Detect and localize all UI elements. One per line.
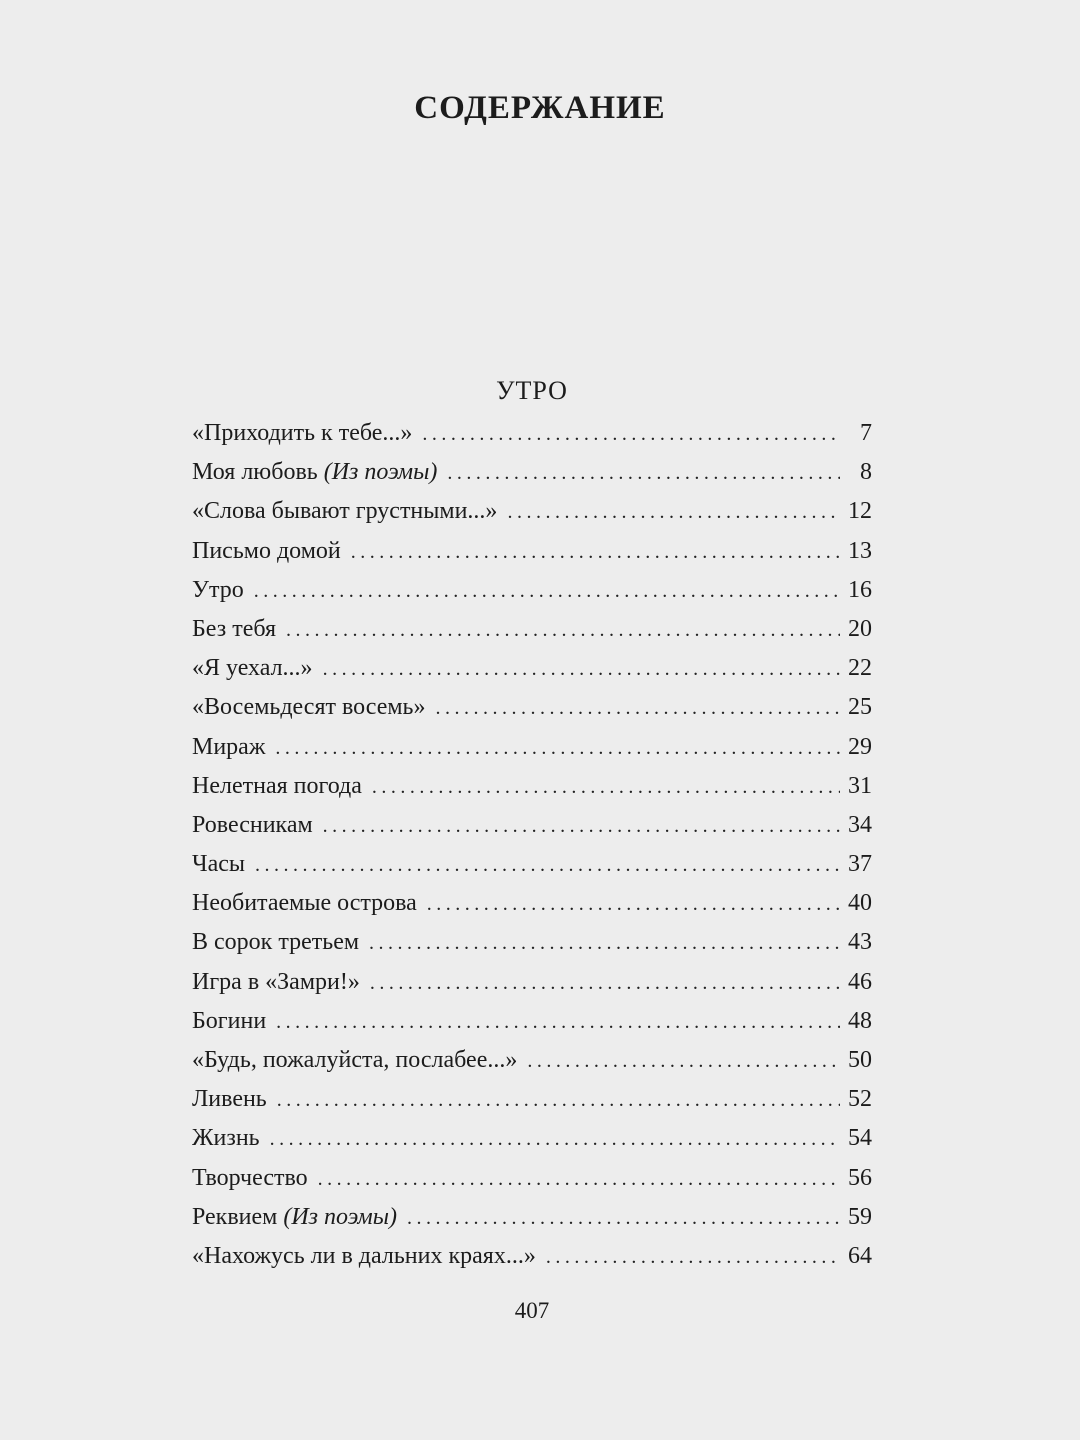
dot-leader [427,885,840,924]
toc-entry [192,610,872,649]
toc-entry-page: 43 [848,929,872,956]
dot-leader [370,964,840,1003]
toc-entry-page: 40 [848,890,872,917]
toc-entry [192,688,872,727]
toc-entry [192,1119,872,1158]
toc-entry [192,649,872,688]
page-title: СОДЕРЖАНИЕ [414,90,666,126]
toc-entry-title: Богини [192,1007,267,1034]
toc-entry-page: 7 [860,420,872,446]
toc-entry-page: 8 [860,459,872,486]
toc-entry [192,571,872,610]
page-number: 407 [514,1298,550,1323]
dot-leader [255,846,840,885]
toc-entry-page: 13 [848,537,872,564]
dot-leader [323,807,840,846]
toc-entry [192,884,872,923]
toc-entry-page: 52 [848,1086,872,1113]
toc-entry-title: Ливень [192,1086,267,1113]
toc-entry-page: 59 [848,1203,872,1230]
dot-leader [276,1003,840,1042]
toc-entry-title: «Восемьдесят восемь» [192,694,426,721]
toc-entry-page: 64 [848,1242,872,1269]
toc-entry [192,1002,872,1041]
toc-entry [192,767,872,806]
dot-leader [422,415,840,454]
toc-entry-page: 48 [848,1007,872,1034]
toc-entry-title: Часы [192,851,246,878]
toc-entry-title: Моя любовь (Из поэмы) [192,459,438,486]
toc-entry [192,923,872,962]
toc-entry-title: Игра в «Замри!» [192,968,360,995]
toc-entry [192,1041,872,1080]
toc-entry-title: Нелетная погода [192,772,362,799]
toc-entry-page: 31 [848,772,872,799]
dot-leader [254,572,840,611]
dot-leader [275,729,840,768]
toc-entry-title: «Будь, пожалуйста, послабее...» [192,1047,518,1073]
table-of-contents [192,414,872,1276]
toc-entry-title: «Приходить к тебе...» [192,420,413,446]
toc-entry-page: 50 [848,1047,872,1073]
dot-leader [447,454,840,493]
dot-leader [369,924,840,963]
toc-entry [192,728,872,767]
toc-entry [192,1159,872,1198]
dot-leader [507,493,840,532]
toc-entry [192,1198,872,1237]
toc-entry-page: 46 [848,968,872,995]
dot-leader [527,1042,840,1081]
dot-leader [351,533,840,572]
toc-entry-page: 12 [848,498,872,525]
toc-entry-title: «Нахожусь ли в дальних краях...» [192,1242,536,1269]
toc-entry-page: 25 [848,694,872,721]
toc-entry [192,532,872,571]
toc-entry [192,845,872,884]
toc-entry-page: 29 [848,733,872,760]
toc-entry [192,806,872,845]
toc-entry-title: Реквием (Из поэмы) [192,1203,397,1230]
dot-leader [407,1199,840,1238]
toc-entry [192,492,872,531]
toc-entry [192,1237,872,1276]
dot-leader [323,650,840,689]
toc-entry-title: Утро [192,576,244,603]
dot-leader [286,611,840,650]
toc-entry-title: «Слова бывают грустными...» [192,498,498,525]
toc-entry-page: 37 [848,851,872,878]
toc-entry [192,1080,872,1119]
toc-entry-title: Необитаемые острова [192,890,417,917]
toc-entry-title: В сорок третьем [192,929,360,956]
toc-entry [192,963,872,1002]
dot-leader [546,1238,840,1277]
dot-leader [435,689,840,728]
toc-entry-page: 16 [848,576,872,603]
toc-entry-page: 54 [848,1125,872,1152]
toc-entry-page: 22 [848,655,872,682]
toc-entry-title: Ровесникам [192,811,313,838]
dot-leader [277,1081,840,1120]
toc-entry-title: Творчество [192,1164,308,1191]
dot-leader [372,768,840,807]
toc-entry [192,453,872,492]
toc-entry-title: «Я уехал...» [192,655,313,682]
toc-entry-title: Без тебя [192,615,276,642]
toc-entry-title: Мираж [192,733,266,760]
toc-entry-page: 56 [848,1164,872,1191]
dot-leader [270,1120,840,1159]
toc-entry-page: 20 [848,615,872,642]
dot-leader [318,1160,840,1199]
toc-entry [192,414,872,453]
toc-entry-title: Жизнь [192,1125,260,1152]
toc-entry-page: 34 [848,811,872,838]
section-heading: УТРО [496,376,568,405]
toc-entry-title: Письмо домой [192,537,341,564]
